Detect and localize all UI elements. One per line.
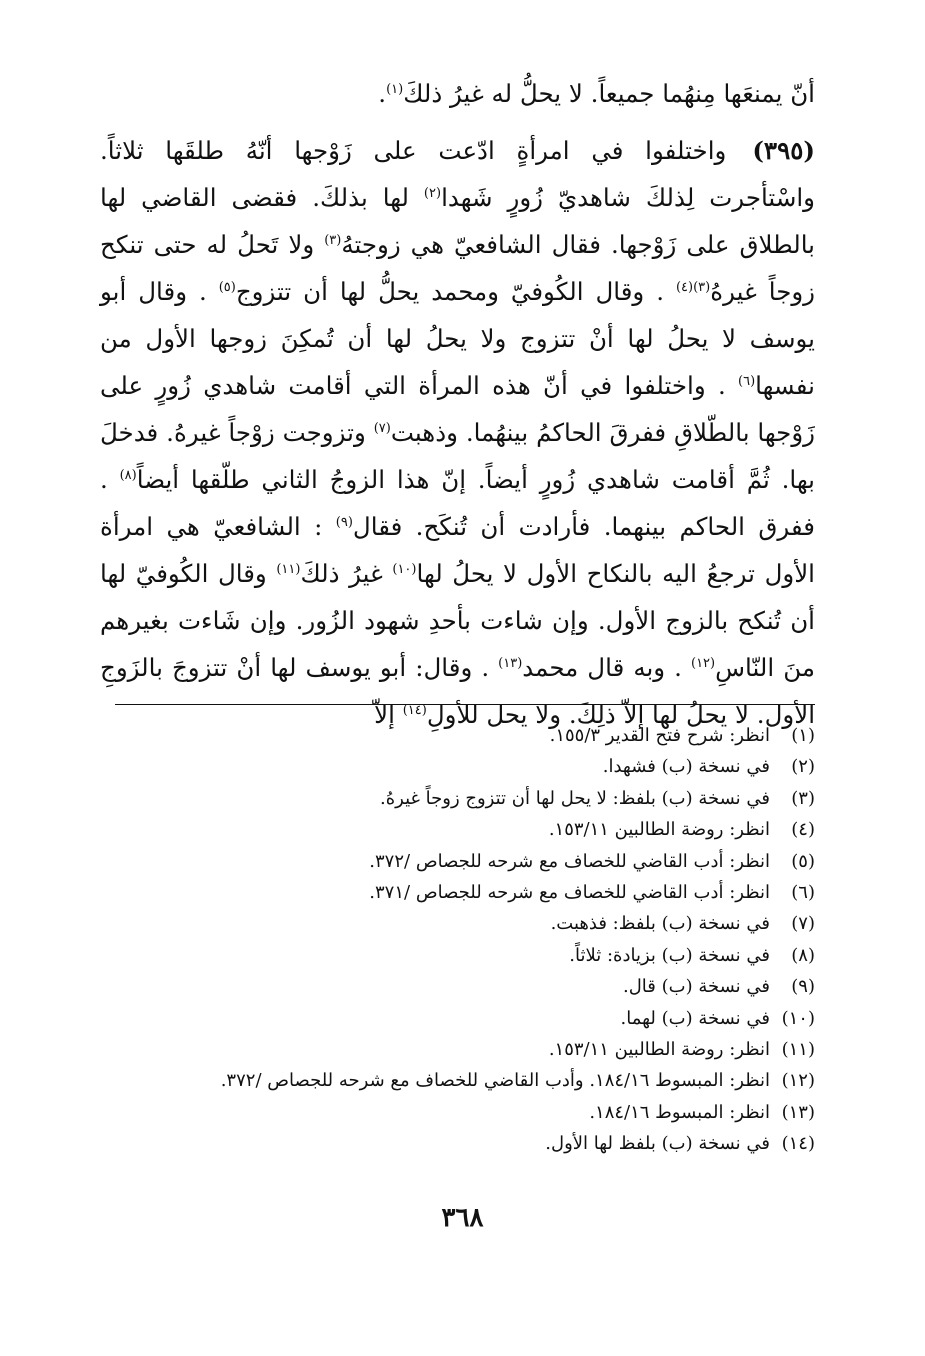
footnote-number: (١٤) [781,1133,815,1155]
footnote-text: انظر: المبسوط ١٨٤/١٦. وأدب القاضي للخصاف مع شرحه للجصاص /٣٧٢. [220,1070,770,1092]
paragraph-text: لها بذلكَ. فقضى القاضي لها بالطلاق على زَوْجها. فقال الشافعيّ هي زوجتهُ [100,183,815,259]
main-text [100,70,815,738]
footnote-item [100,877,815,908]
footnote-text: في نسخة (ب) قال. [623,976,770,998]
footnote-number: (٨) [791,944,815,966]
footnote-text: انظر: شرح فتح القدير ١٥٥/٣. [549,725,770,746]
paragraph-text: . وقال الكُوفيّ ومحمد يحلُّ لها أن تتزوج [235,277,664,306]
paragraph-text: . واختلفوا في أنّ هذه المرأة التي أقامت شاهدي زُورٍ على زَوْجها بالطّلاقِ ففرقَ الحاكمُ بينهُما. وذهبت [100,371,815,447]
footnote-text: في نسخة (ب) بلفظ لها الأول. [545,1133,770,1155]
footnote-item [100,908,815,939]
footnote-ref: (١) [386,81,404,97]
footnote-number: (٩) [791,976,815,998]
footnote-ref: (٢) [423,185,442,201]
footnote-number: (٢) [791,756,815,778]
footnote-text: انظر: روضة الطالبين ١٥٣/١١. [548,1039,770,1061]
paragraph-text: : الشافعيّ هي امرأة الأول ترجعُ اليه بالنكاح الأول لا يحلُ لها [100,512,815,588]
lead-end: . [378,79,387,108]
paragraph-text: واختلفوا في امرأةٍ ادّعت على زَوْجها أنّهُ طلقَها ثلاثاً. واسْتأجرت لِذلكَ شاهديّ زُورٍ شَهدا [100,136,815,212]
footnote-ref: (٧) [373,420,391,436]
footnote-number: (٧) [791,913,815,935]
footnote-text: انظر: أدب القاضي للخصاف مع شرحه للجصاص /٣٧١. [369,882,770,904]
footnote-ref: (٩) [335,514,353,530]
paragraph-text: إلاّ [374,700,395,729]
paragraph-text: . وبه قال محمد [522,653,682,682]
footnote-number: (١٠) [781,1007,815,1029]
footnote-ref: (١٣) [498,655,523,671]
footnote-ref: (٣)(٤) [675,279,711,295]
footnote-text: في نسخة (ب) لهما. [620,1007,770,1029]
footnote-text: في نسخة (ب) بلفظ: لا يحل لها أن تتزوج زوجاً غيرهُ. [380,787,770,809]
footnote-ref: (١٢) [691,655,716,671]
footnote-item [100,1034,815,1065]
footnote-item [100,1003,815,1034]
footnote-number: (١١) [781,1039,815,1061]
footnote-ref: (٦) [738,373,756,389]
footnote-item [100,1065,815,1096]
footnote-item [100,814,815,845]
footnote-ref: (٣) [324,232,342,248]
lead-line [100,70,815,117]
lead-text: أنّ يمنعَها مِنهُما جميعاً. لا يحلُّ له غيرُ ذلكَ [403,79,815,108]
footnote-number: (١٢) [781,1070,815,1092]
footnote-item [100,783,815,814]
footnote-item [100,846,815,877]
page-number: ٣٦٨ [441,1203,484,1233]
footnote-number: (٥) [791,850,815,872]
footnotes-list [100,720,815,1160]
item-number: (٣٩٥) [752,136,815,165]
footnote-ref: (١٠) [392,561,417,577]
paragraph-text: وتزوجت زوْجاً غيرهُ. فدخلَ بها. ثُمَّ أقامت شاهدي زُورٍ أيضاً. إنّ هذا الزوجُ الثاني طلّقها أيضاً [100,418,815,494]
footnote-divider [115,704,815,705]
footnote-text: في نسخة (ب) بزيادة: ثلاثاً. [569,944,770,966]
footnote-number: (١) [791,725,815,746]
paragraph-body [100,136,815,729]
footnote-item [100,751,815,782]
paragraph-text: ولا تَحلُ له حتى تنكح زوجاً غيرهُ [100,230,816,306]
footnote-text: انظر: روضة الطالبين ١٥٣/١١. [548,819,770,841]
paragraph-text: غيرُ ذلكَ [300,559,383,588]
footnote-text: في نسخة (ب) بلفظ: فذهبت. [550,913,770,935]
footnote-number: (٦) [791,882,815,904]
footnote-item [100,940,815,971]
footnote-number: (١٣) [781,1101,815,1123]
footnote-ref: (١٤) [402,702,427,718]
footnote-ref: (٥) [218,279,236,295]
paragraph-text: وقال الكُوفيّ لها أن تُنكح بالزوج الأول. وإن شاءت بأحدِ شهود الزُور. وإن شَاءت بغيرهم منَ النّاسِ [100,559,815,682]
footnote-text: في نسخة (ب) فشهدا. [602,756,770,778]
paragraph-395 [100,127,815,738]
footnote-text: انظر: المبسوط ١٨٤/١٦. [589,1101,770,1123]
paragraph-text: . وقال: أبو يوسف لها أنْ تتزوجَ بالزَوجِ الأول. لا يحلُ لها إلاّ ذلِكَ. ولا يحل للأولِ [100,653,815,729]
footnote-number: (٤) [791,819,815,841]
footnote-item [100,720,815,751]
footnote-ref: (١١) [276,561,301,577]
footnote-item [100,971,815,1002]
footnote-ref: (٨) [119,467,137,483]
footnote-item [100,1128,815,1159]
paragraph-text: . وقال أبو يوسف لا يحلُ لها أنْ تتزوج ولا يحلُ لها أن تُمكِنَ زوجها الأول من نفسها [100,277,815,400]
footnote-item [100,1097,815,1128]
footnote-text: انظر: أدب القاضي للخصاف مع شرحه للجصاص /٣٧٢. [369,850,770,872]
footnote-number: (٣) [791,787,815,809]
paragraph-text: . ففرق الحاكم بينهما. فأرادت أن تُنكَح. فقال [100,465,815,541]
